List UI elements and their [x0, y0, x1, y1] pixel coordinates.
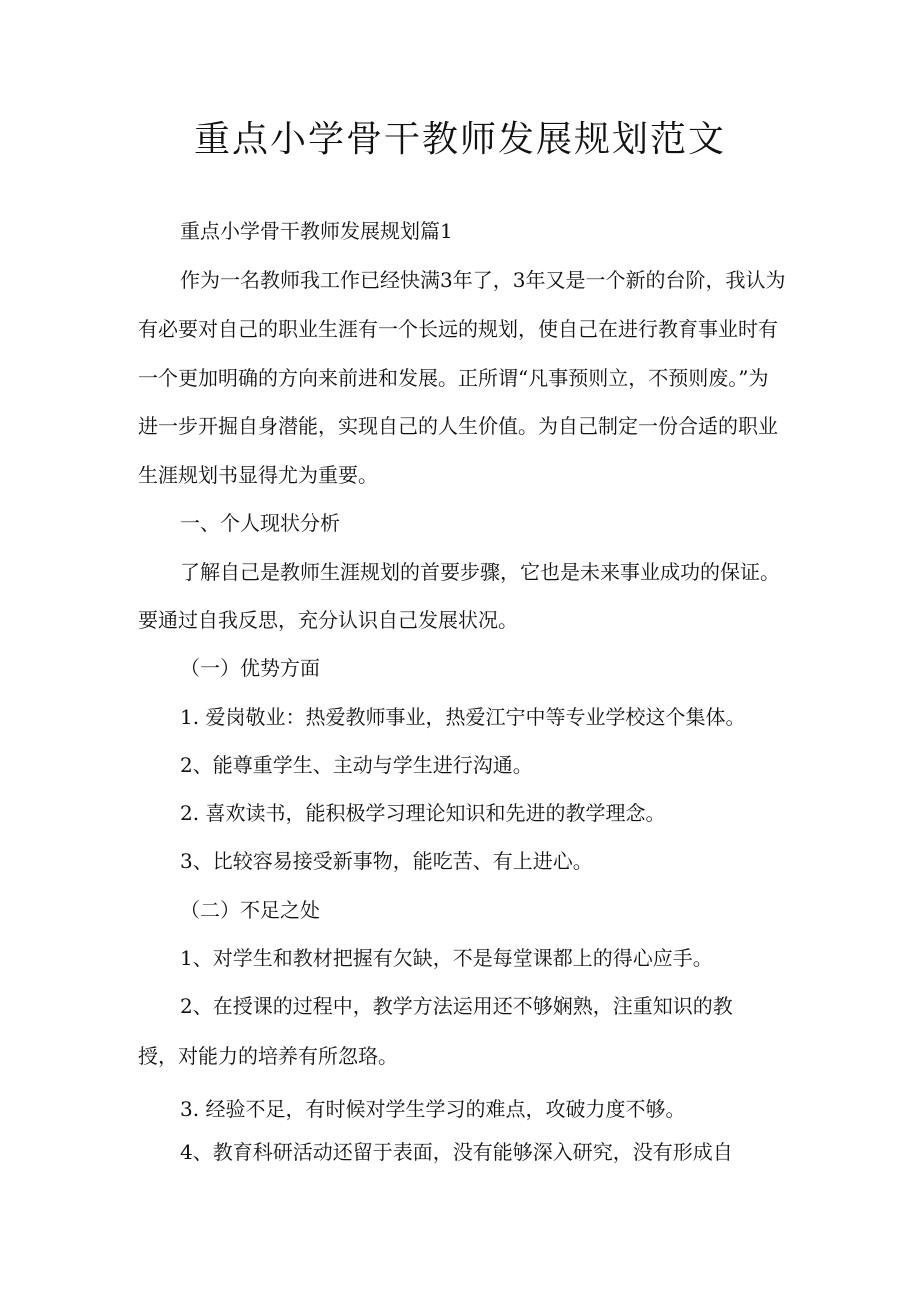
- list-item: 2. 喜欢读书，能积极学习理论知识和先进的教学理念。: [180, 801, 666, 825]
- paragraph-line: 进一步开掘自身潜能，实现自己的人生价值。为自己制定一份合适的职业: [138, 414, 778, 438]
- document-title: 重点小学骨干教师发展规划范文: [193, 119, 726, 160]
- subsection-heading: （二）不足之处: [180, 898, 320, 922]
- list-item: 3. 经验不足，有时候对学生学习的难点，攻破力度不够。: [180, 1097, 686, 1121]
- list-item: 3、比较容易接受新事物，能吃苦、有上进心。: [180, 849, 593, 873]
- list-item: 2、能尊重学生、主动与学生进行沟通。: [180, 753, 533, 777]
- paragraph-line: 一个更加明确的方向来前进和发展。正所谓“凡事预则立，不预则废。”为: [138, 366, 769, 390]
- paragraph-line: 有必要对自己的职业生涯有一个长远的规划，使自己在进行教育事业时有: [138, 317, 778, 341]
- section-heading: 一、个人现状分析: [180, 511, 340, 535]
- list-item: 4、教育科研活动还留于表面，没有能够深入研究，没有形成自: [180, 1140, 733, 1164]
- subsection-heading: （一）优势方面: [180, 656, 320, 680]
- paragraph-line: 生涯规划书显得尤为重要。: [138, 463, 378, 487]
- paragraph-line: 授，对能力的培养有所忽珞。: [138, 1044, 398, 1068]
- list-item: 1、对学生和教材把握有欠缺，不是每堂课都上的得心应手。: [180, 946, 713, 970]
- list-item: 1. 爱岗敬业：热爱教师事业，热爱江宁中等专业学校这个集体。: [180, 705, 746, 729]
- paragraph-line: 要通过自我反思，充分认识自己发展状况。: [138, 608, 518, 632]
- paragraph-line: 了解自己是教师生涯规划的首要步骤，它也是未来事业成功的保证。: [180, 560, 780, 584]
- list-item: 2、在授课的过程中，教学方法运用还不够娴熟，注重知识的教: [180, 994, 733, 1018]
- section-heading: 重点小学骨干教师发展规划篇1: [180, 219, 453, 243]
- paragraph-line: 作为一名教师我工作已经快满3年了，3年又是一个新的台阶，我认为: [180, 268, 786, 292]
